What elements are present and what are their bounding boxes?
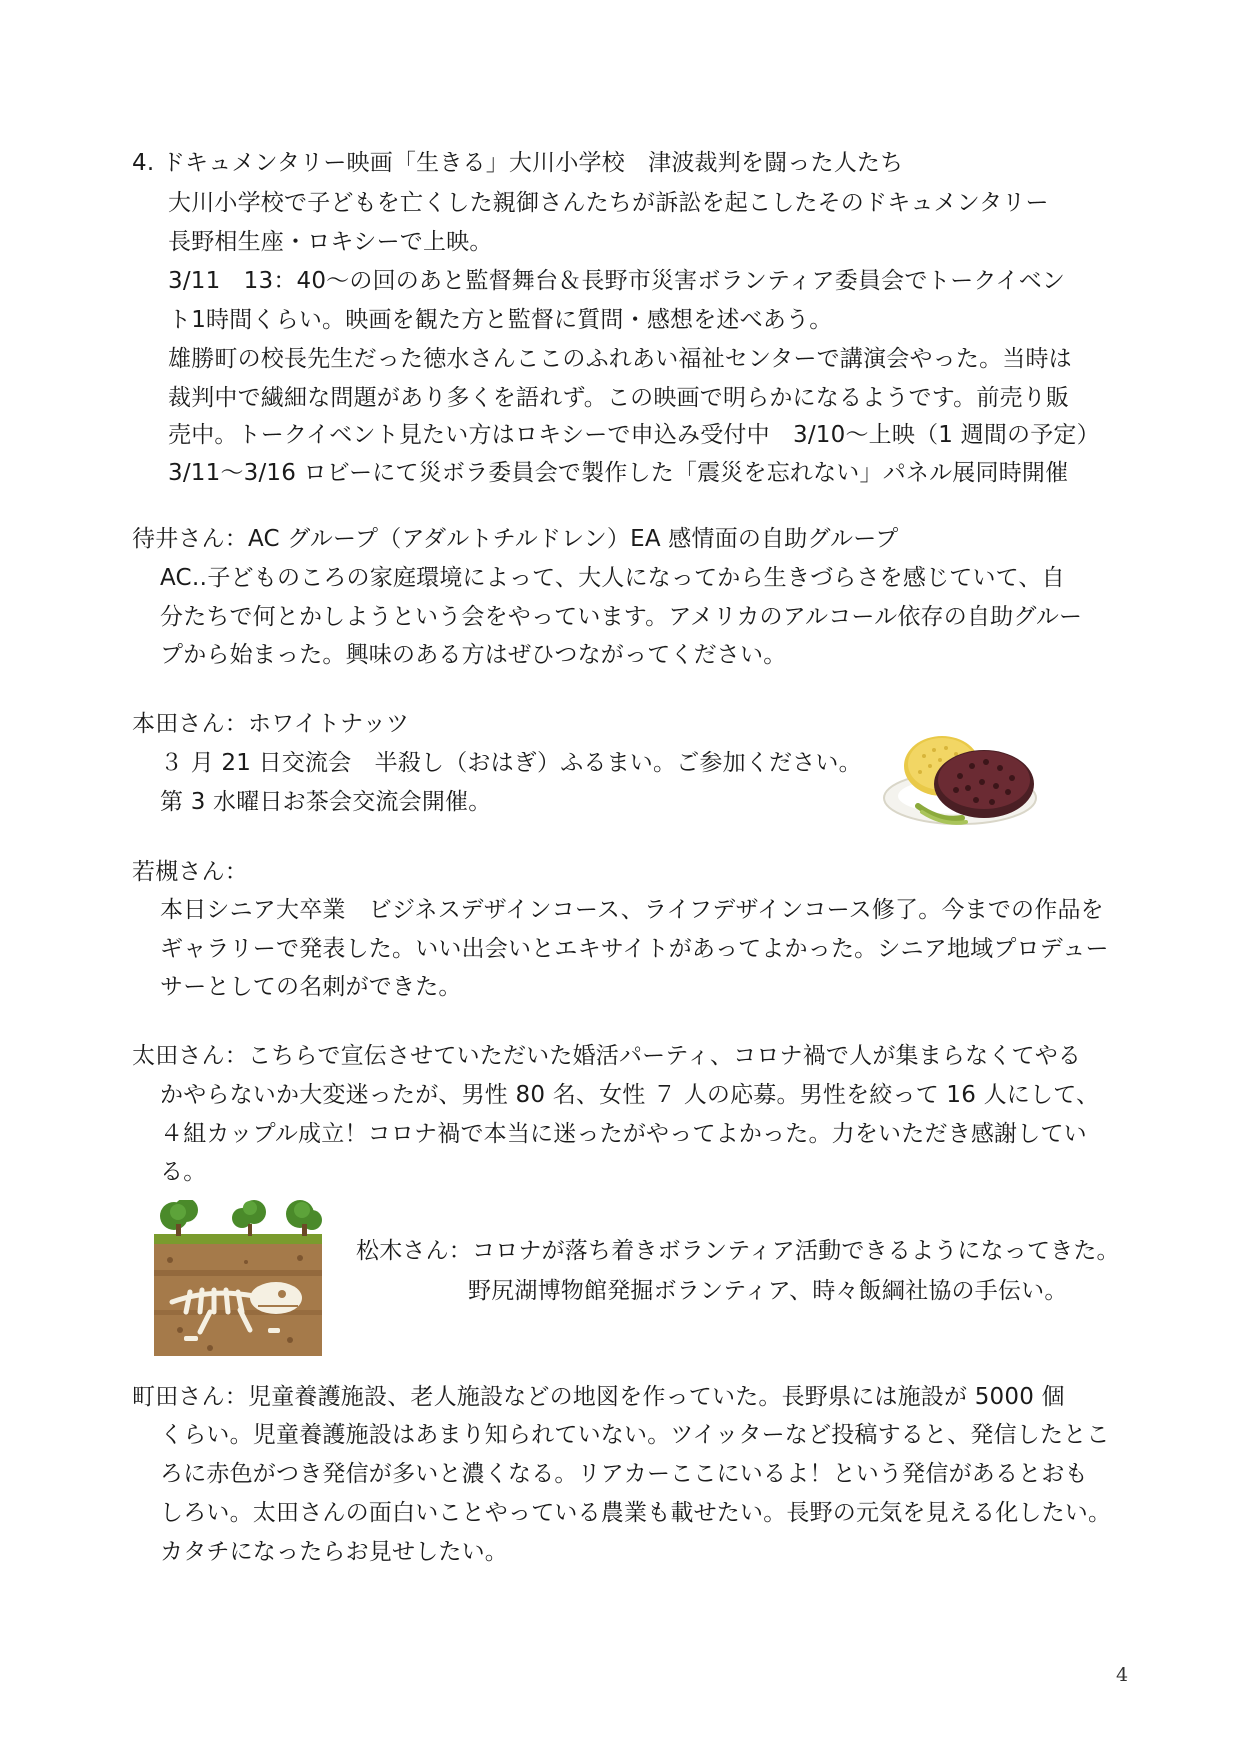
usui-line: プから始まった。興味のある方はぜひつながってください。	[160, 642, 787, 668]
matsuki-line: 野尻湖博物館発掘ボランティア、時々飯綱社協の手伝い。	[468, 1278, 1068, 1304]
honda-line: 第 3 水曜日お茶会交流会開催。	[160, 789, 492, 815]
wakatsuki-line: 本日シニア大卒業 ビジネスデザインコース、ライフデザインコース修了。今までの作品を	[160, 897, 1104, 923]
machida-line: くらい。児童養護施設はあまり知られていない。ツイッターなど投稿すると、発信したとこ	[160, 1422, 1110, 1448]
honda-line: ３ 月 21 日交流会 半殺し（おはぎ）ふるまい。ご参加ください。	[160, 750, 862, 776]
ota-line: かやらないか大変迷ったが、男性 80 名、女性 ７ 人の応募。男性を絞って 16 人にして、	[160, 1082, 1100, 1108]
machida-heading: 町田さん：児童養護施設、老人施設などの地図を作っていた。長野県には施設が 5000 個	[132, 1384, 1065, 1410]
wakatsuki-line: ギャラリーで発表した。いい出会いとエキサイトがあってよかった。シニア地域プロデュー	[160, 936, 1109, 962]
ota-heading: 太田さん：こちらで宣伝させていただいた婚活パーティ、コロナ禍で人が集まらなくてやる	[132, 1043, 1082, 1069]
page-number: 4	[1116, 1664, 1129, 1686]
ota-line: ４組カップル成立！コロナ禍で本当に迷ったがやってよかった。力をいただき感謝してい	[160, 1121, 1087, 1147]
section4-line: 売中。トークイベント見たい方はロキシーで申込み受付中 3/10～上映（1 週間の予定）	[168, 422, 1100, 448]
machida-line: しろい。太田さんの面白いことやっている農業も載せたい。長野の元気を見える化したい。	[160, 1500, 1112, 1526]
honda-heading: 本田さん：ホワイトナッツ	[132, 711, 410, 737]
wakatsuki-line: サーとしての名刺ができた。	[160, 974, 462, 1000]
ota-line: る。	[160, 1159, 207, 1185]
machida-line: ろに赤色がつき発信が多いと濃くなる。リアカーここにいるよ！という発信があるとおも	[160, 1461, 1088, 1487]
section4-line: 雄勝町の校長先生だった徳水さんここのふれあい福祉センターで講演会やった。当時は	[168, 346, 1072, 372]
usui-heading: 待井さん：AC グループ（アダルトチルドレン）EA 感情面の自助グループ	[132, 526, 899, 552]
matsuki-heading: 松木さん：コロナが落ち着きボランティア活動できるようになってきた。	[356, 1238, 1120, 1264]
section4-line: 3/11 13：40～の回のあと監督舞台＆長野市災害ボランティア委員会でトークイベン	[168, 268, 1066, 294]
section4-line: 大川小学校で子どもを亡くした親御さんたちが訴訟を起こしたそのドキュメンタリー	[168, 190, 1049, 216]
usui-line: 分たちで何とかしようという会をやっています。アメリカのアルコール依存の自助グルー	[160, 604, 1083, 630]
section4-line: 3/11～3/16 ロビーにて災ボラ委員会で製作した「震災を忘れない」パネル展同時開催	[168, 460, 1069, 486]
section4-line: 裁判中で繊細な問題があり多くを語れず。この映画で明らかになるようです。前売り販	[168, 385, 1070, 411]
section4-line: 長野相生座・ロキシーで上映。	[168, 229, 493, 255]
wakatsuki-heading: 若槻さん：	[132, 859, 248, 885]
fossil-dig-illustration	[150, 1200, 328, 1360]
ohagi-illustration	[880, 726, 1050, 836]
machida-line: カタチになったらお見せしたい。	[160, 1539, 508, 1565]
section4-title: 4. ドキュメンタリー映画「生きる」大川小学校 津波裁判を闘った人たち	[132, 150, 904, 176]
usui-line: AC‥子どものころの家庭環境によって、大人になってから生きづらさを感じていて、自	[160, 565, 1065, 591]
section4-line: ト1時間くらい。映画を観た方と監督に質問・感想を述べあう。	[168, 307, 833, 333]
